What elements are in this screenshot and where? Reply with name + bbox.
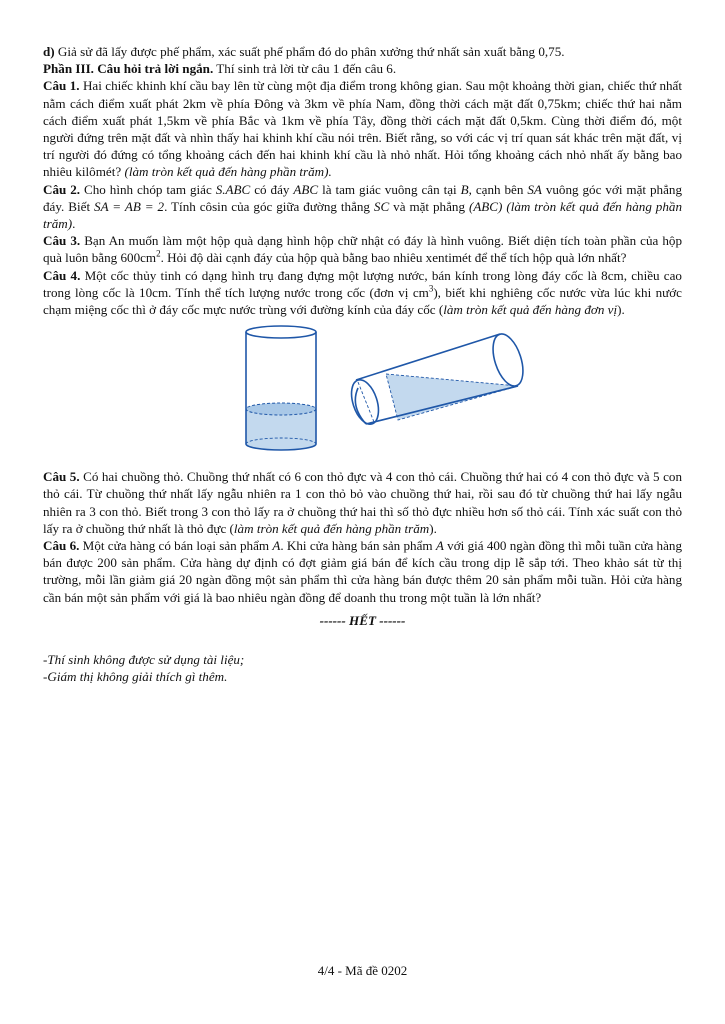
part2-item-d: d) Giả sử đã lấy được phế phẩm, xác suất phế phẩm đó do phân xưởng thứ nhất sản xuất bằng 0,75. bbox=[43, 44, 565, 59]
exam-page-content bbox=[43, 43, 682, 685]
page-footer: 4/4 - Mã đề 0202 bbox=[317, 963, 408, 978]
upright-water-surface bbox=[246, 403, 316, 415]
part3-title: Phần III. Câu hỏi trả lời ngắn. bbox=[43, 61, 214, 77]
cylinder-diagram bbox=[238, 324, 538, 460]
question-label: Câu 5. bbox=[43, 469, 80, 485]
exam-notes bbox=[43, 651, 682, 685]
question-3: Câu 3. Bạn An muốn làm một hộp quà dạng hình hộp chữ nhật có đáy là hình vuông. Biết diện tích toàn phần của hộp quà luôn bằng $600cm^2$. Hỏi độ dài cạnh đáy của hộp quà bằng bao nhiêu xentimét để thể tích hộp quà lớn nhất? bbox=[43, 233, 682, 266]
question-2: Câu 2. Cho hình chóp tam giác S.ABC có đáy ABC là tam giác vuông cân tại B, cạnh bên SA vuông góc với mặt phẳng đáy. Biết SA = AB = 2. Tính côsin của góc giữa đường thẳng SC và mặt phẳng (ABC) (làm tròn kết quả đến hàng phần trăm). bbox=[43, 181, 682, 232]
question-label: Câu 4. bbox=[43, 267, 81, 283]
tilted-bottom-ellipse bbox=[346, 377, 383, 428]
note-line: -Giám thị không giải thích gì thêm. bbox=[43, 669, 228, 685]
question-label: Câu 2. bbox=[43, 181, 81, 197]
item-label: d) bbox=[43, 44, 55, 59]
part3-instruction: Thí sinh trả lời từ câu 1 đến câu 6. bbox=[213, 61, 397, 77]
question-5: Câu 5. Có hai chuồng thỏ. Chuồng thứ nhất có 6 con thỏ đực và 4 con thỏ cái. Chuồng thứ hai có 4 con thỏ đực và 5 con thỏ cái. Từ chuồng thứ nhất lấy ngẫu nhiên ra 1 con thỏ bỏ vào chuồng thứ hai, rồi sau đó từ chuồng thứ hai lấy ngẫu nhiên ra 3 con thỏ. Biết trong 3 con thỏ lấy ra ở chuồng thứ hai thì số thỏ đực nhiều hơn số thỏ cái. Tính xác suất con thỏ lấy ra ở chuồng thứ nhất là thỏ đực (làm tròn kết quả đến hàng phần trăm). bbox=[43, 469, 682, 536]
question-6: Câu 6. Một cửa hàng có bán loại sản phẩm A. Khi cửa hàng bán sản phẩm A với giá 400 ngàn đồng thì mỗi tuần cửa hàng bán được 200 sản phẩm. Cửa hàng dự định có đợt giảm giá bán để kích cầu trong dịp lễ sắp tới. Theo khảo sát từ thị trường, mỗi lần giảm giá 20 ngàn đồng một sản phẩm thì cửa hàng bán được thêm 20 sản phẩm mỗi tuần. Hỏi cửa hàng cần bán một sản phẩm với giá là bao nhiêu ngàn đồng để doanh thu trong một tuần là lớn nhất? bbox=[43, 538, 682, 605]
upright-glass bbox=[246, 326, 316, 450]
question-label: Câu 6. bbox=[43, 538, 80, 554]
end-mark: ------ HẾT ------ bbox=[319, 612, 406, 628]
tilted-mouth-ellipse bbox=[487, 331, 528, 390]
tilted-water bbox=[386, 374, 518, 420]
note-line: -Thí sinh không được sử dụng tài liệu; bbox=[43, 652, 245, 668]
tilted-glass bbox=[346, 331, 528, 428]
question-4: Câu 4. Một cốc thủy tinh có dạng hình trụ đang đựng một lượng nước, bán kính trong lòng đáy cốc là 8cm, chiều cao trong lòng cốc là 10cm. Tính thể tích lượng nước trong cốc (đơn vị $cm^3$), biết khi nghiêng cốc nước vừa lúc khi nước chạm miệng cốc thì ở đáy cốc mực nước trùng với đường kính của đáy cốc (làm tròn kết quả đến hàng đơn vị). bbox=[43, 267, 682, 318]
upright-top-rim bbox=[246, 326, 316, 338]
part3-heading bbox=[43, 60, 682, 77]
question-label: Câu 1. bbox=[43, 78, 80, 94]
question-1: Câu 1. Hai chiếc khinh khí cầu bay lên từ cùng một địa điểm trong không gian. Sau một khoảng thời gian, chiếc thứ nhất nằm cách điểm xuất phát 2km về phía Đông và 3km về phía Nam, đồng thời cách mặt đất 0,75km; chiếc thứ hai nằm cách điểm xuất phát 1,5km về phía Bắc và 1km về phía Tây, đồng thời cách mặt đất 0,5km. Cùng thời điểm đó, một người đứng trên mặt đất và nhìn thấy hai khinh khí cầu nói trên. Biết rằng, so với các vị trí quan sát khác trên mặt đất, vị trí người đó đứng có tổng khoảng cách đến hai khinh khí cầu là nhỏ nhất. Hỏi tổng khoảng cách nhỏ nhất ấy bằng bao nhiêu kilômét? (làm tròn kết quả đến hàng phần trăm). bbox=[43, 78, 682, 180]
glass-cylinder-figure bbox=[43, 324, 682, 460]
question-label: Câu 3. bbox=[43, 233, 81, 249]
